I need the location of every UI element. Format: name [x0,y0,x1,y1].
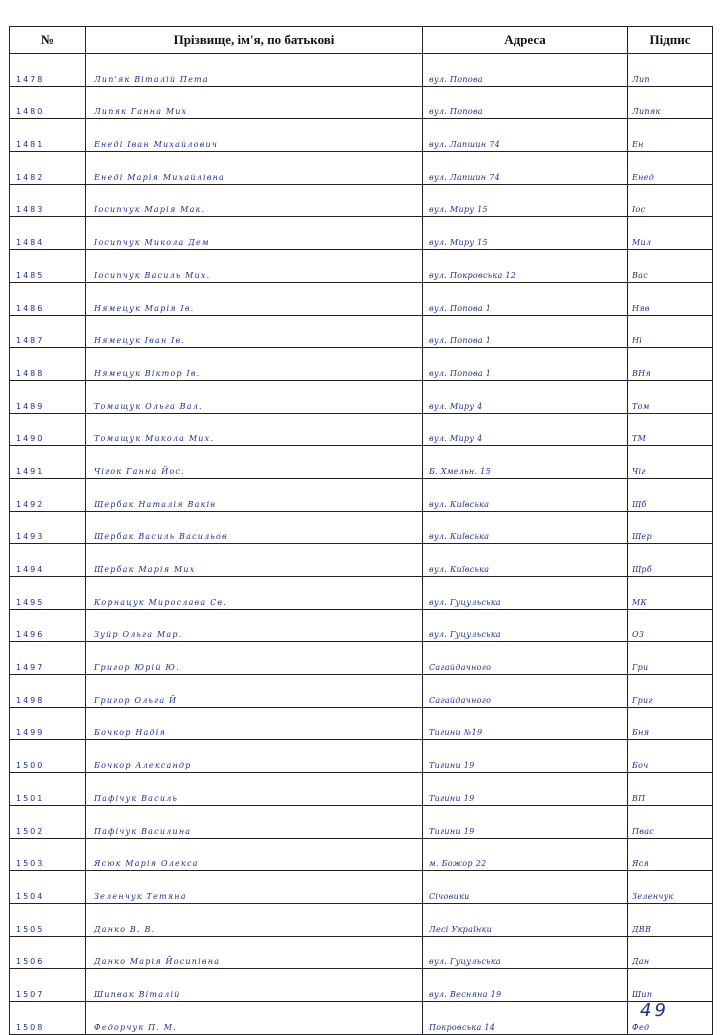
table-row [10,740,713,773]
row-full-name-cell [86,152,423,185]
row-number: 1480 [16,107,45,117]
row-address-cell [423,348,628,381]
row-signature-cell [628,936,713,969]
row-address: Сагайдачного [429,663,492,673]
row-number: 1484 [16,238,45,248]
row-address-cell [423,773,628,806]
row-number-cell [10,511,86,544]
row-address-cell [423,969,628,1002]
row-signature: ТМ [632,434,647,444]
row-number-cell [10,642,86,675]
column-header-number: № [10,27,86,54]
row-number-cell [10,380,86,413]
row-number: 1483 [16,205,45,215]
row-address: Тигини 19 [429,826,475,836]
row-address: вул. Попова [429,74,483,84]
table-row [10,478,713,511]
row-full-name: Григор Ольга Й [94,695,178,705]
row-number: 1505 [16,924,45,934]
table-row [10,642,713,675]
table-row [10,1001,713,1034]
row-address: вул. Покровська 12 [429,270,517,280]
row-number: 1492 [16,499,45,509]
row-number: 1502 [16,826,45,836]
row-address: м. Божор 22 [429,859,487,869]
row-full-name-cell [86,119,423,152]
row-full-name: Бочкор Надія [94,728,167,738]
table-row [10,707,713,740]
row-address-cell [423,544,628,577]
row-number-cell [10,217,86,250]
row-signature: Енед [632,172,655,182]
row-address: вул. Попова 1 [429,336,492,346]
row-number: 1493 [16,532,45,542]
row-number-cell [10,969,86,1002]
row-address: вул. Миру 4 [429,434,483,444]
row-full-name: Іосипчук Василь Мих. [94,270,211,280]
table-row [10,446,713,479]
row-signature-cell [628,805,713,838]
row-address-cell [423,380,628,413]
table-header [10,27,713,54]
row-signature: Лип [632,74,650,84]
row-full-name: Данко Марія Йосипівна [94,957,221,967]
row-signature: Іос [632,205,646,215]
row-address: вул. Лапшин 74 [429,140,500,150]
row-address: вул. Миру 15 [429,238,488,248]
row-number: 1494 [16,565,45,574]
row-full-name: Щербак Наталія Ваків [94,499,217,509]
row-full-name-cell [86,577,423,610]
row-number: 1503 [16,859,45,869]
row-full-name-cell [86,380,423,413]
row-signature-cell [628,86,713,119]
row-signature-cell [628,250,713,283]
row-address-cell [423,217,628,250]
row-full-name-cell [86,478,423,511]
row-address-cell [423,675,628,708]
row-number: 1487 [16,336,45,346]
row-full-name: Федорчук П. М. [94,1022,177,1032]
row-address-cell [423,184,628,217]
row-address: вул. Попова [429,107,483,117]
row-signature-cell [628,380,713,413]
row-number: 1489 [16,401,45,411]
row-number-cell [10,184,86,217]
table-row [10,773,713,806]
row-signature: МК [632,597,647,607]
row-address: вул. Миру 15 [429,205,488,215]
row-number: 1482 [16,172,45,182]
table-row [10,544,713,577]
row-number-cell [10,250,86,283]
row-signature: Липяк [632,107,661,117]
row-full-name-cell [86,1001,423,1034]
row-signature: Яся [632,859,650,869]
row-number-cell [10,315,86,348]
row-number-cell [10,54,86,87]
row-number: 1497 [16,663,45,673]
row-number: 1508 [16,1022,45,1032]
row-signature-cell [628,511,713,544]
row-full-name-cell [86,348,423,381]
row-full-name: Липяк Ганна Мих [94,107,188,117]
row-address-cell [423,903,628,936]
row-full-name-cell [86,184,423,217]
table-row [10,838,713,871]
row-number: 1495 [16,597,45,607]
row-address: Покровська 14 [429,1022,496,1032]
row-full-name-cell [86,54,423,87]
row-full-name-cell [86,675,423,708]
table-row [10,119,713,152]
table-row [10,675,713,708]
row-full-name: Пафічук Василина [94,826,192,836]
row-full-name: Пафічук Василь [94,793,179,803]
row-address: вул. Весняна 19 [429,989,502,999]
table-row [10,217,713,250]
row-address-cell [423,446,628,479]
row-full-name: Щербак Василь Васильов [94,532,228,542]
row-signature: ВНя [632,368,652,378]
row-address: Тигини 19 [429,793,475,803]
row-full-name-cell [86,707,423,740]
row-full-name: Чігок Ганна Йос. [94,466,185,476]
row-full-name: Щербак Марія Мих [94,565,196,574]
row-number: 1506 [16,957,45,967]
table-row [10,152,713,185]
row-signature: ДВВ [632,924,652,934]
row-signature-cell [628,54,713,87]
row-address: вул. Гуцульська [429,630,501,640]
row-full-name-cell [86,544,423,577]
row-number-cell [10,740,86,773]
column-header-signature: Підпис [628,27,713,54]
row-full-name-cell [86,805,423,838]
row-full-name: Лип'як Віталій Пета [94,74,209,84]
row-signature: Ен [632,140,644,150]
row-number: 1498 [16,695,45,705]
table-row [10,315,713,348]
row-number: 1490 [16,434,45,444]
row-signature: Фед [632,1022,650,1032]
row-signature-cell [628,969,713,1002]
row-full-name-cell [86,86,423,119]
table-row [10,380,713,413]
row-signature-cell [628,871,713,904]
row-full-name-cell [86,871,423,904]
row-signature-cell [628,152,713,185]
row-address: вул. Гуцульська [429,597,501,607]
row-number-cell [10,707,86,740]
table-row [10,871,713,904]
row-full-name: Григор Юрій Ю. [94,663,180,673]
row-signature: ВП [632,793,646,803]
row-address-cell [423,86,628,119]
table-row [10,903,713,936]
row-number-cell [10,446,86,479]
row-address-cell [423,315,628,348]
row-signature-cell [628,315,713,348]
row-signature: Щер [632,532,652,542]
row-address-cell [423,250,628,283]
row-signature: Вас [632,270,649,280]
row-signature-cell [628,446,713,479]
row-number-cell [10,86,86,119]
row-full-name-cell [86,446,423,479]
row-address: Лесі Українки [429,924,493,934]
row-full-name: Данко В. В. [94,924,156,934]
row-number-cell [10,903,86,936]
row-number-cell [10,119,86,152]
row-number: 1496 [16,630,45,640]
row-signature: Том [632,401,650,411]
row-full-name-cell [86,511,423,544]
row-full-name: Томащук Микола Мих. [94,434,215,444]
row-signature: Гри [632,663,649,673]
row-signature: ОЗ [632,630,645,640]
row-signature: Боч [632,761,649,771]
row-full-name-cell [86,903,423,936]
row-number-cell [10,609,86,642]
row-full-name-cell [86,642,423,675]
row-address-cell [423,413,628,446]
row-signature: Мил [632,238,652,248]
row-full-name: Шипвак Віталій [94,989,181,999]
row-full-name: Ясюк Марія Олекса [94,859,199,869]
row-signature: Зеленчук [632,891,674,901]
row-address: вул. Миру 4 [429,401,483,411]
row-signature: Григ [632,695,653,705]
row-signature-cell [628,119,713,152]
row-signature: Дан [632,957,650,967]
table-row [10,250,713,283]
row-number: 1501 [16,793,45,803]
row-address: вул. Київська [429,499,490,509]
page-number: 49 [640,1000,669,1021]
column-header-name: Прізвище, ім'я, по батькові [86,27,423,54]
row-number: 1504 [16,891,45,901]
row-signature-cell [628,838,713,871]
row-address: вул. Київська [429,532,490,542]
row-full-name: Енеді Марія Михайлівна [94,172,226,182]
row-address-cell [423,511,628,544]
row-address: Тигини 19 [429,761,475,771]
row-number-cell [10,805,86,838]
row-number-cell [10,1001,86,1034]
row-number: 1499 [16,728,45,738]
row-number-cell [10,152,86,185]
row-full-name-cell [86,250,423,283]
row-address-cell [423,282,628,315]
row-signature-cell [628,609,713,642]
row-signature-cell [628,544,713,577]
row-full-name: Нямецук Іван Ів. [94,336,186,346]
row-signature-cell [628,773,713,806]
table-row [10,348,713,381]
row-signature-cell [628,348,713,381]
row-signature: Чіг [632,466,646,476]
row-number-cell [10,282,86,315]
row-number-cell [10,348,86,381]
row-full-name-cell [86,315,423,348]
row-address: вул. Попова 1 [429,303,492,313]
row-address-cell [423,119,628,152]
row-full-name: Іосипчук Марія Мак. [94,205,206,215]
row-number: 1486 [16,303,45,313]
table-row [10,413,713,446]
row-number: 1481 [16,140,45,150]
row-signature-cell [628,707,713,740]
row-full-name-cell [86,282,423,315]
row-address: вул. Київська [429,565,490,574]
row-signature: Ні [632,336,643,346]
row-signature-cell [628,577,713,610]
row-number: 1488 [16,368,45,378]
row-address-cell [423,609,628,642]
row-full-name: Нямецук Марія Ів. [94,303,195,313]
table-row [10,577,713,610]
table-row [10,511,713,544]
row-full-name: Іосипчук Микола Дем [94,238,210,248]
row-address-cell [423,1001,628,1034]
row-number-cell [10,577,86,610]
row-full-name: Томащук Ольга Вал. [94,401,203,411]
row-signature-cell [628,642,713,675]
row-address-cell [423,54,628,87]
row-address: Січовики [429,891,470,901]
row-signature-cell [628,217,713,250]
table-row [10,54,713,87]
row-address-cell [423,642,628,675]
row-address-cell [423,871,628,904]
row-number: 1500 [16,761,45,771]
row-address-cell [423,577,628,610]
row-full-name-cell [86,740,423,773]
row-number-cell [10,413,86,446]
row-address-cell [423,152,628,185]
row-address-cell [423,740,628,773]
row-signature-cell [628,184,713,217]
row-full-name-cell [86,838,423,871]
row-full-name-cell [86,936,423,969]
row-full-name-cell [86,969,423,1002]
row-address: Б. Хмельн. 15 [429,466,491,476]
row-signature-cell [628,903,713,936]
row-address-cell [423,805,628,838]
row-number: 1478 [16,74,45,84]
row-full-name-cell [86,773,423,806]
row-signature: Бня [632,728,650,738]
row-address: вул. Попова 1 [429,368,492,378]
row-number-cell [10,936,86,969]
table-body [10,54,713,1035]
row-number-cell [10,773,86,806]
signature-table [9,26,713,1035]
row-number-cell [10,478,86,511]
column-header-address: Адреса [423,27,628,54]
row-full-name-cell [86,609,423,642]
row-number-cell [10,871,86,904]
row-number: 1491 [16,466,45,476]
row-address: Сагайдачного [429,695,492,705]
row-address-cell [423,936,628,969]
row-signature: Шип [632,989,653,999]
row-full-name: Зеленчук Тетяна [94,891,187,901]
row-number: 1485 [16,270,45,280]
row-address: вул. Гуцульська [429,957,501,967]
table-row [10,969,713,1002]
row-full-name: Бочкор Александр [94,761,192,771]
row-address-cell [423,707,628,740]
row-number-cell [10,544,86,577]
row-full-name: Зуйр Ольга Мар. [94,630,183,640]
row-full-name-cell [86,217,423,250]
row-address: вул. Лапшин 74 [429,172,500,182]
row-signature: Пвас [632,826,655,836]
row-signature-cell [628,413,713,446]
row-signature-cell [628,478,713,511]
row-signature-cell [628,282,713,315]
row-full-name: Корнацук Мирослава Св. [94,597,228,607]
row-address-cell [423,838,628,871]
row-signature-cell [628,740,713,773]
row-address: Тигини №19 [429,728,483,738]
row-full-name: Нямецук Віктор Ів. [94,368,201,378]
row-address-cell [423,478,628,511]
row-full-name: Енеді Іван Михайлович [94,140,219,150]
row-full-name-cell [86,413,423,446]
row-number: 1507 [16,989,45,999]
row-signature-cell [628,675,713,708]
table-row [10,936,713,969]
table-row [10,282,713,315]
row-number-cell [10,675,86,708]
row-signature: Щб [632,499,647,509]
row-signature: Няв [632,303,650,313]
row-signature: Щрб [632,565,653,574]
table-row [10,609,713,642]
table-row [10,184,713,217]
row-number-cell [10,838,86,871]
table-row [10,86,713,119]
table-row [10,805,713,838]
